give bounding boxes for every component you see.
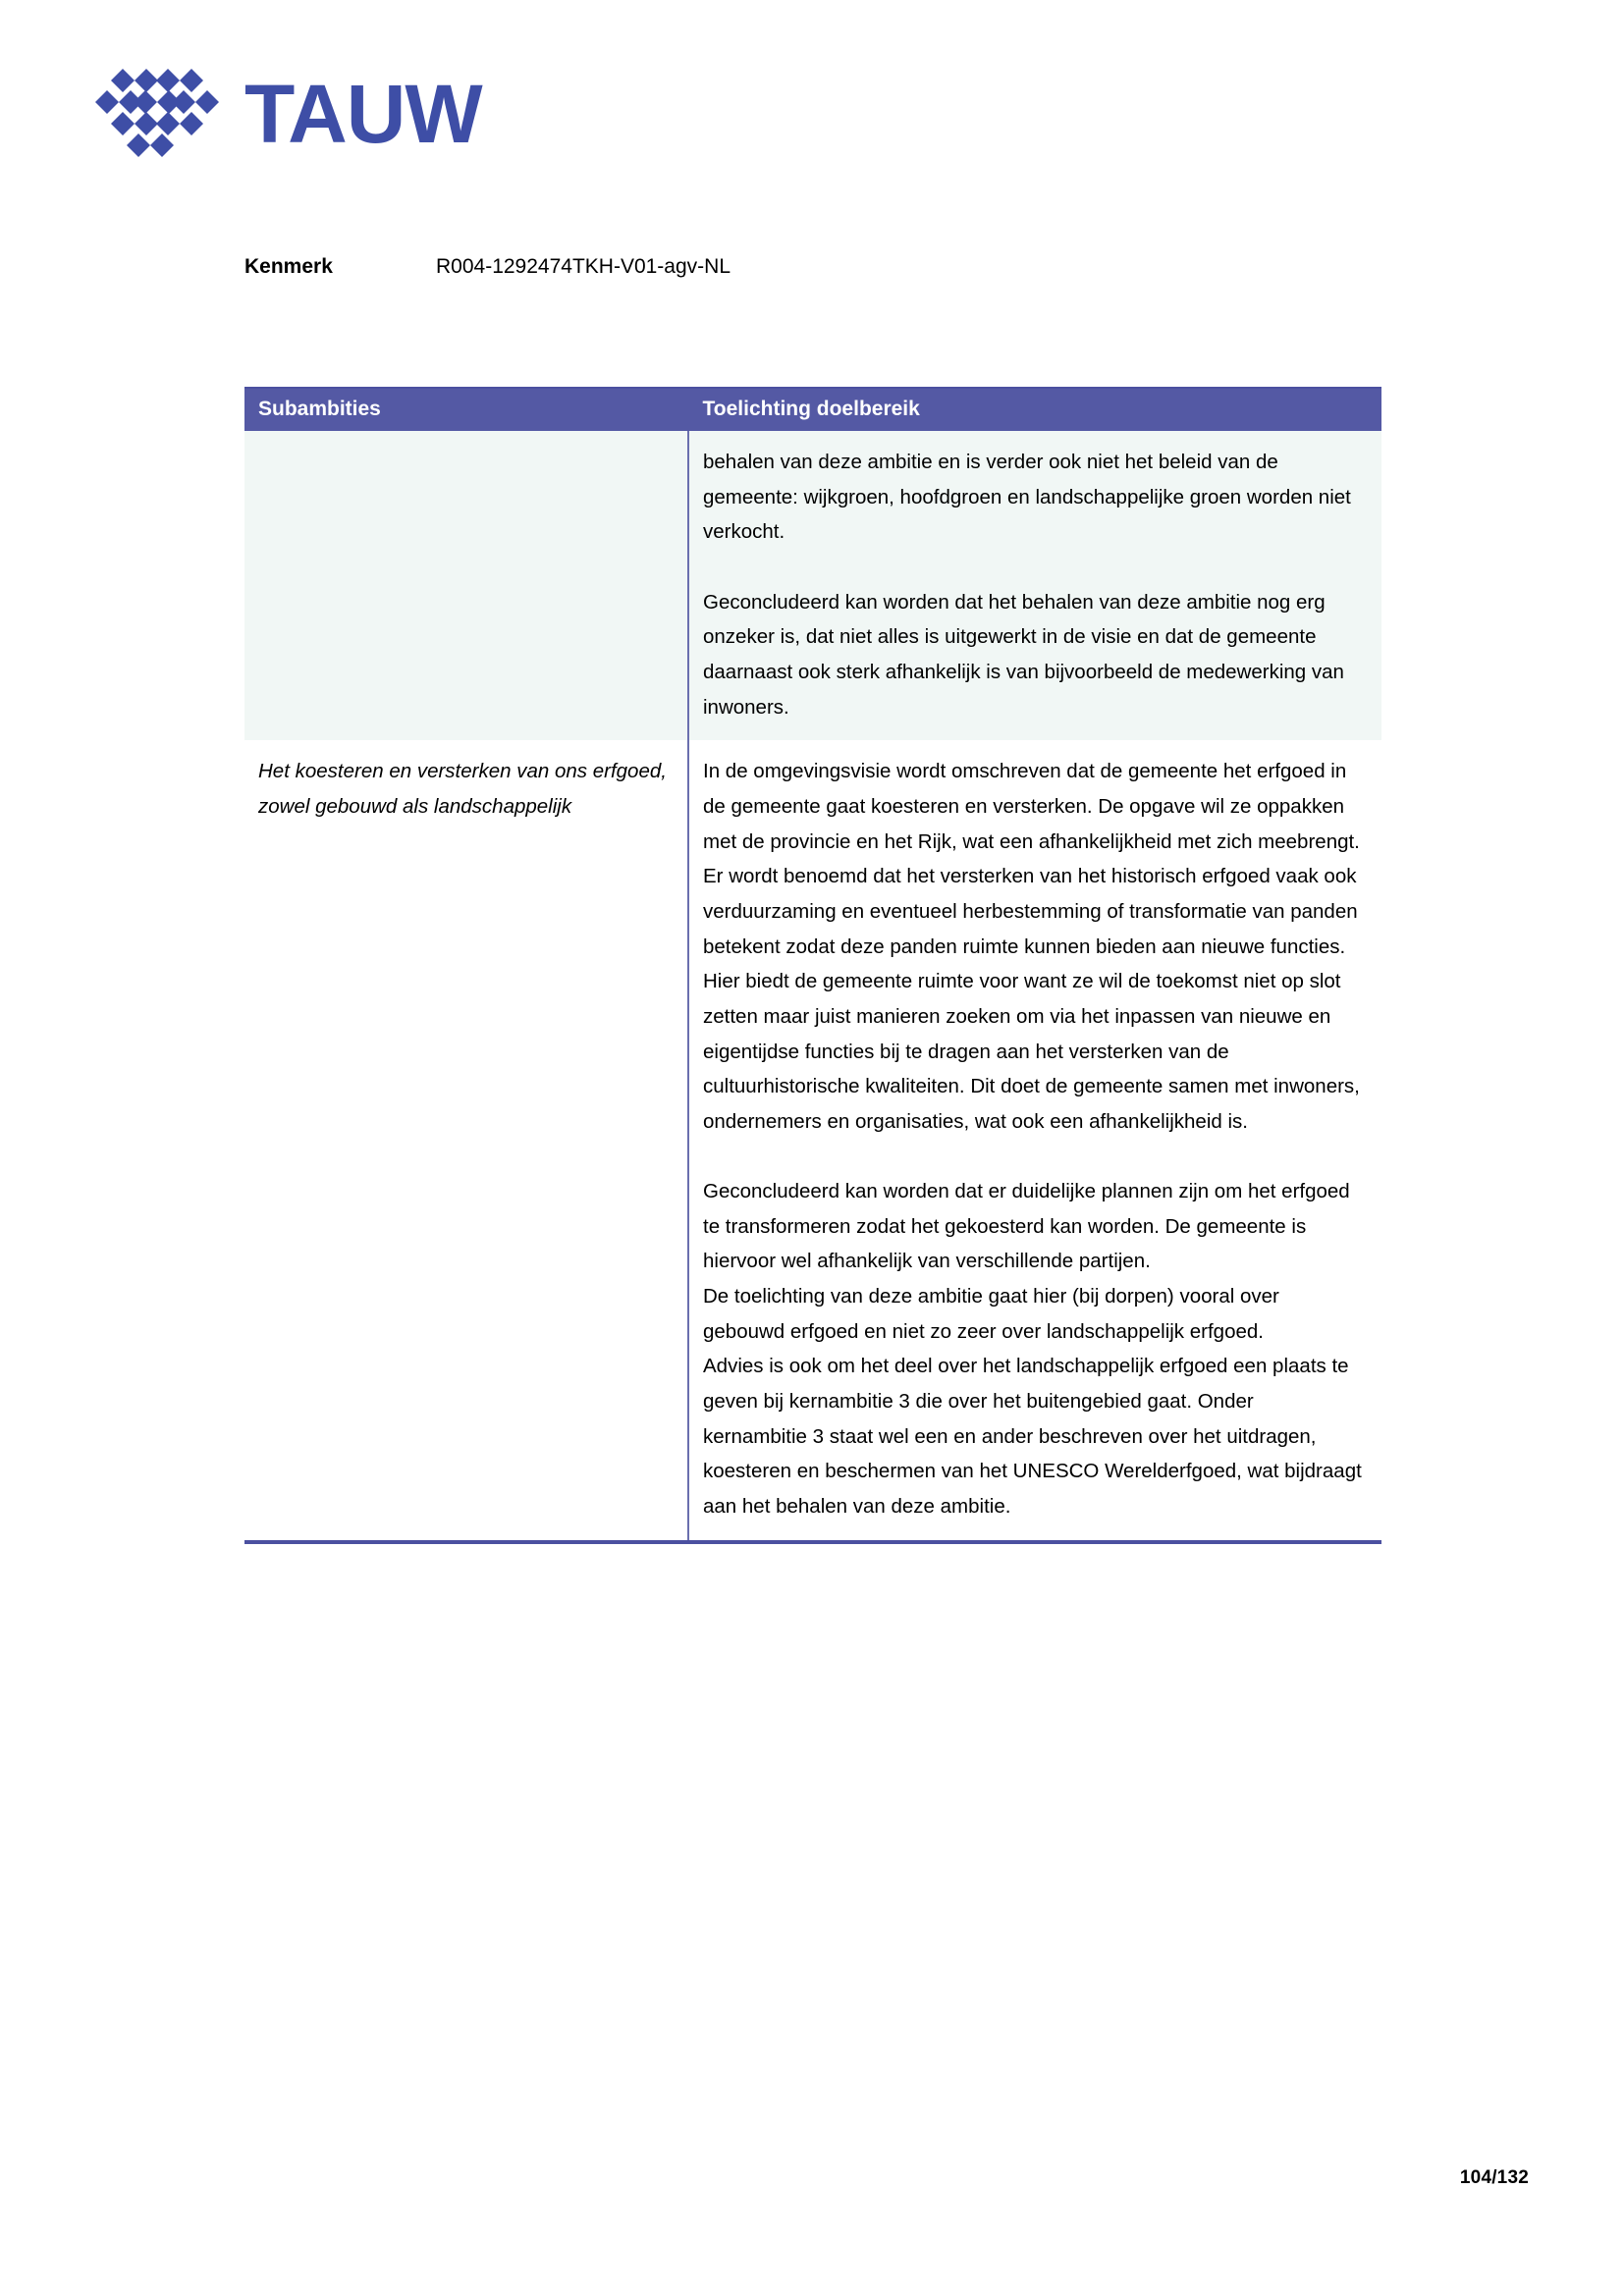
subambitie-text: Het koesteren en versterken van ons erfgoed, zowel gebouwd als landschappelijk: [258, 760, 667, 818]
kenmerk: [244, 253, 731, 280]
table-row: [244, 431, 1381, 740]
cell-toelichting: [688, 740, 1381, 1541]
toelichting-paragraph: Advies is ook om het deel over het landschappelijk erfgoed een plaats te geven bij kernambitie 3 die over het buitengebied gaat. Onder kernambitie 3 staat wel een en ander beschreven over het uitdragen, koesteren en beschermen van het UNESCO Werelderfgoed, wat bijdraagt aan het behalen van deze ambitie.: [703, 1355, 1362, 1519]
column-header-subambities: Subambities: [244, 388, 688, 431]
subambities-table: [244, 387, 1381, 1544]
cell-subambitie: [244, 431, 688, 740]
kenmerk-value: R004-1292474TKH-V01-agv-NL: [436, 255, 731, 278]
tauw-wordmark: TAUW: [244, 68, 482, 160]
page-number: 104/132: [1459, 2167, 1529, 2188]
toelichting-paragraph: Geconcludeerd kan worden dat er duidelijke plannen zijn om het erfgoed te transformeren zodat het gekoesterd kan worden. De gemeente is hiervoor wel afhankelijk van verschillende partijen.: [703, 1180, 1350, 1273]
toelichting-paragraph: In de omgevingsvisie wordt omschreven dat de gemeente het erfgoed in de gemeente gaat koesteren en versterken. De opgave wil ze oppakken met de provincie en het Rijk, wat een afhankelijkheid met zich meebrengt. Er wordt benoemd dat het versterken van het historisch erfgoed vaak ook verduurzaming en eventueel herbestemming of transformatie van panden betekent zodat deze panden ruimte kunnen bieden aan nieuwe functies. Hier biedt de gemeente ruimte voor want ze wil de toekomst niet op slot zetten maar juist manieren zoeken om via het inpassen van nieuwe en eigentijdse functies bij te dragen aan het versterken van de cultuurhistorische kwaliteiten. Dit doet de gemeente samen met inwoners, ondernemers en organisaties, wat ook een afhankelijkheid is.: [703, 760, 1360, 1133]
tauw-chevron-mark-icon: [95, 67, 219, 161]
table-row: [244, 740, 1381, 1541]
table-header-row: [244, 388, 1381, 431]
cell-subambitie: [244, 740, 688, 1541]
toelichting-paragraph: Geconcludeerd kan worden dat het behalen van deze ambitie nog erg onzeker is, dat niet alles is uitgewerkt in de visie en dat de gemeente daarnaast ook sterk afhankelijk is van bijvoorbeeld de medewerking van inwoners.: [703, 590, 1344, 719]
toelichting-paragraph: behalen van deze ambitie en is verder ook niet het beleid van de gemeente: wijkgroen, hoofdgroen en landschappelijke groen worden niet verkocht.: [703, 451, 1351, 544]
kenmerk-label: Kenmerk: [244, 255, 333, 278]
tauw-logo: [95, 67, 482, 161]
toelichting-paragraph: De toelichting van deze ambitie gaat hier (bij dorpen) vooral over gebouwd erfgoed en niet zo zeer over landschappelijk erfgoed.: [703, 1285, 1279, 1343]
cell-toelichting: [688, 431, 1381, 740]
column-header-toelichting: Toelichting doelbereik: [688, 388, 1381, 431]
